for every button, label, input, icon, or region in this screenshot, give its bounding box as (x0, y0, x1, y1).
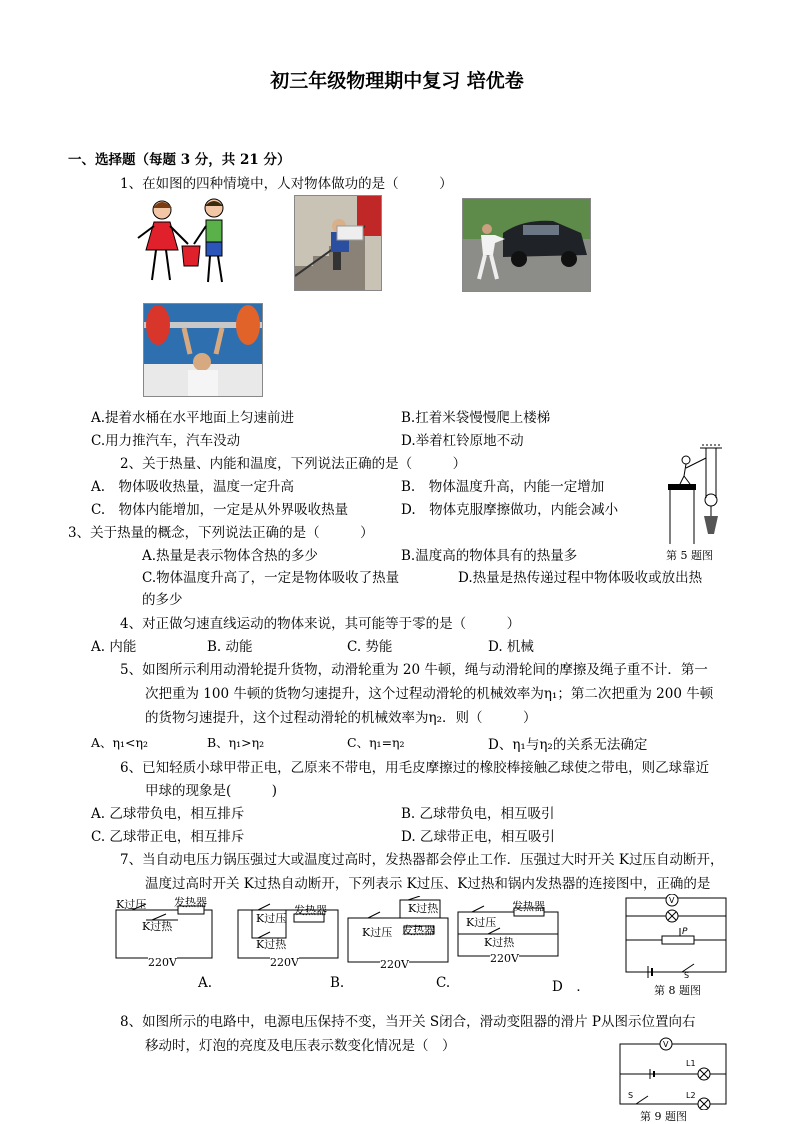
q7d-kheat-label: K过热 (484, 936, 515, 949)
q5-option-c: C、η₁=η₂ (347, 735, 405, 750)
q7-circuit-d (454, 896, 566, 972)
q6-line2: 甲球的现象是( ) (145, 783, 278, 799)
q4-option-b: B. 动能 (207, 639, 253, 655)
svg-text:L2: L2 (686, 1091, 696, 1100)
q7-choice-b: B. (330, 975, 345, 991)
fig5-pulley (664, 444, 724, 544)
q7b-kpress-label: K过压 (256, 912, 287, 925)
svg-text:L1: L1 (686, 1059, 696, 1068)
q7-choice-a: A. (198, 975, 213, 991)
q7a-kheat-label: K过热 (142, 920, 173, 933)
svg-text:P: P (682, 927, 688, 937)
q7-circuit-a (108, 896, 220, 972)
q3-option-b: B.温度高的物体具有的热量多 (401, 548, 578, 564)
q7-line2: 温度过高时开关 K过热自动断开，下列表示 K过压、K过热和锅内发热器的连接图中，正确的是 (145, 876, 711, 892)
q7a-voltage-label: 220V (148, 956, 177, 969)
q7d-kpress-label: K过压 (466, 916, 497, 929)
q5-line1: 5、如图所示利用动滑轮提升货物，动滑轮重为 20 牛顿，绳与动滑轮间的摩擦及绳子重不计．第一 (120, 662, 708, 678)
q1-image-a (132, 196, 240, 290)
q7-line1: 7、当自动电压力锅压强过大或温度过高时，发热器都会停止工作．压强过大时开关 K过压自动断开， (120, 852, 724, 868)
q6-option-d: D. 乙球带正电，相互吸引 (401, 829, 555, 845)
q7-choice-c: C. (436, 975, 451, 991)
q7-circuit-b (234, 896, 346, 972)
q7-choice-d: D ． (552, 979, 590, 995)
q3-option-a: A.热量是表示物体含热的多少 (142, 548, 319, 564)
q1-image-d (143, 303, 263, 397)
q7c-voltage-label: 220V (380, 958, 409, 971)
page-title: 初三年级物理期中复习 培优卷 (270, 70, 524, 92)
q5-option-b: B、η₁>η₂ (207, 735, 265, 750)
q6-line1: 6、已知轻质小球甲带正电，乙原来不带电，用毛皮摩擦过的橡胶棒接触乙球使之带电，则乙球靠近 (120, 760, 710, 776)
q3-option-c: C.物体温度升高了，一定是物体吸收了热量 (142, 570, 400, 586)
svg-text:V: V (663, 1040, 669, 1049)
q1-option-d: D.举着杠铃原地不动 (401, 433, 524, 449)
q7b-voltage-label: 220V (270, 956, 299, 969)
q3-option-d-cont: 的多少 (142, 592, 183, 608)
q2-option-b: B. 物体温度升高，内能一定增加 (401, 479, 605, 495)
q7b-kheat-label: K过热 (256, 938, 287, 951)
q7-circuit-c (344, 896, 456, 972)
q1-image-b (294, 195, 382, 291)
q2-option-a: A. 物体吸收热量，温度一定升高 (91, 479, 295, 495)
q1-option-c: C.用力推汽车，汽车没动 (91, 433, 241, 449)
q7d-heater-label: 发热器 (512, 900, 545, 913)
svg-text:V: V (669, 896, 675, 905)
q3-option-d: D.热量是热传递过程中物体吸收或放出热 (458, 570, 703, 586)
q1-option-a: A.提着水桶在水平地面上匀速前进 (91, 410, 295, 426)
q6-option-c: C. 乙球带正电，相互排斥 (91, 829, 245, 845)
fig8-label: 第 8 题图 (654, 984, 701, 997)
q7c-heater-label: 发热器 (402, 924, 435, 937)
fig9-circuit (616, 1036, 734, 1110)
q8-line1: 8、如图所示的电路中，电源电压保持不变，当开关 S闭合，滑动变阻器的滑片 P从图示位置向右 (120, 1014, 696, 1030)
svg-text:S: S (628, 1091, 634, 1100)
q4-option-d: D. 机械 (488, 639, 534, 655)
q5-line2: 次把重为 100 牛顿的货物匀速提升，这个过程动滑轮的机械效率为η₁；第二次把重为 200 牛顿 (145, 686, 714, 702)
section-heading: 一、选择题（每题 3 分，共 21 分） (68, 152, 291, 168)
q4-stem: 4、对正做匀速直线运动的物体来说，其可能等于零的是（ ） (120, 616, 521, 632)
q5-option-d: D、η₁与η₂的关系无法确定 (488, 737, 648, 753)
q7a-kpress-label: K过压 (116, 898, 147, 911)
q4-option-c: C. 势能 (347, 639, 393, 655)
q1-stem: 1、在如图的四种情境中，人对物体做功的是（ ） (120, 176, 453, 192)
fig5-label: 第 5 题图 (666, 549, 713, 562)
q6-option-a: A. 乙球带负电，相互排斥 (91, 806, 245, 822)
fig9-label: 第 9 题图 (640, 1110, 687, 1123)
q7d-voltage-label: 220V (490, 952, 519, 965)
q1-option-b: B.扛着米袋慢慢爬上楼梯 (401, 410, 551, 426)
q7b-heater-label: 发热器 (294, 904, 327, 917)
q7c-kheat-label: K过热 (408, 902, 439, 915)
q5-line3: 的货物匀速提升，这个过程动滑轮的机械效率为η₂．则（ ） (145, 710, 537, 726)
q2-option-d: D. 物体克服摩擦做功，内能会减小 (401, 502, 619, 518)
q2-option-c: C. 物体内能增加，一定是从外界吸收热量 (91, 502, 349, 518)
q5-option-a: A、η₁<η₂ (91, 735, 149, 750)
q7c-kpress-label: K过压 (362, 926, 393, 939)
fig8-circuit (622, 894, 732, 978)
q7a-heater-label: 发热器 (174, 896, 207, 909)
q4-option-a: A. 内能 (91, 639, 137, 655)
q3-stem: 3、关于热量的概念，下列说法正确的是（ ） (68, 525, 374, 541)
q8-line2: 移动时，灯泡的亮度及电压表示数变化情况是（ ） (145, 1038, 456, 1054)
q2-stem: 2、关于热量、内能和温度，下列说法正确的是（ ） (120, 456, 467, 472)
q6-option-b: B. 乙球带负电，相互吸引 (401, 806, 555, 822)
svg-text:S: S (684, 971, 690, 978)
q1-image-c (462, 198, 591, 292)
